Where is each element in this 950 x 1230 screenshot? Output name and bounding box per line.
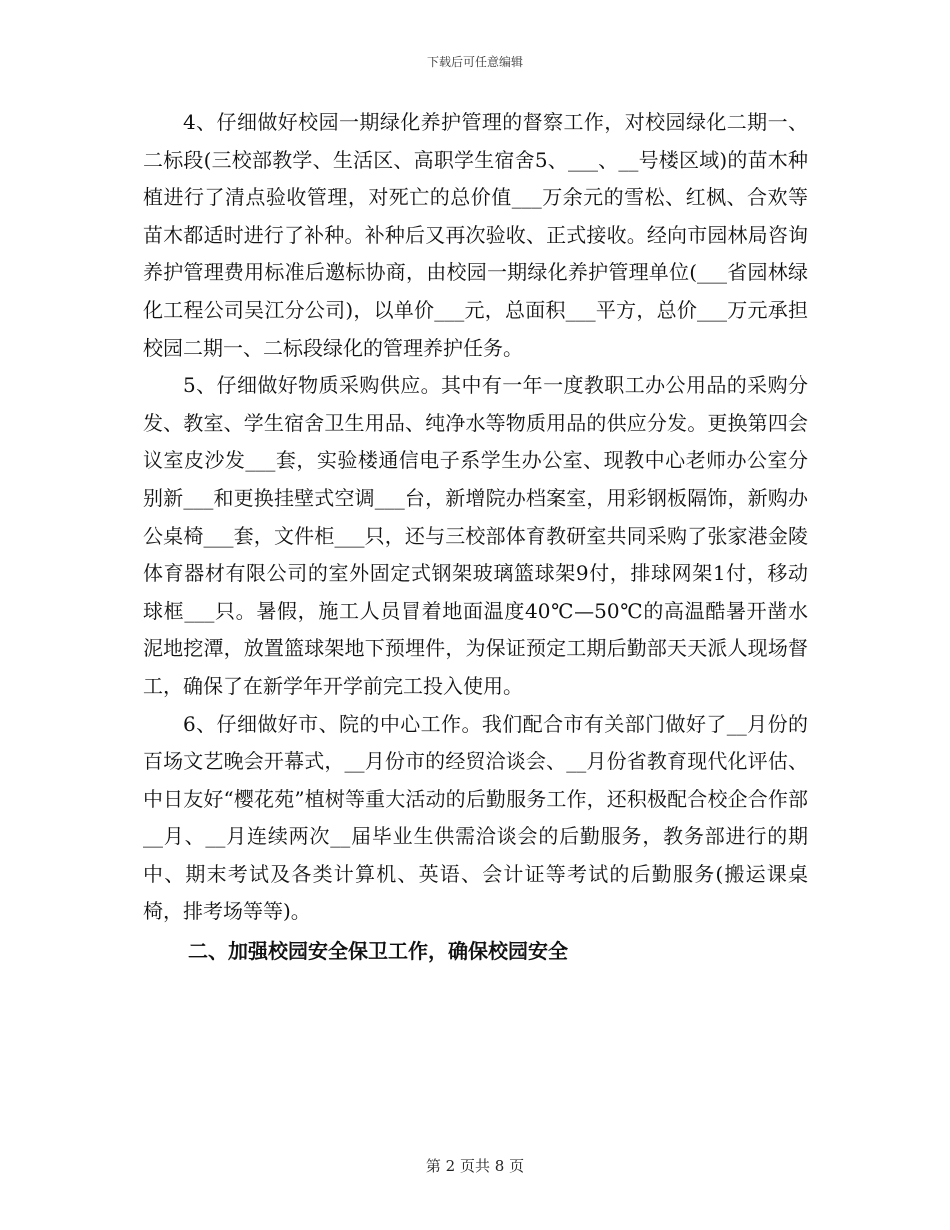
document-body bbox=[143, 104, 808, 971]
paragraph-item-5: 5、仔细做好物质采购供应。其中有一年一度教职工办公用品的采购分发、教室、学生宿舍卫生用品、纯净水等物质用品的供应分发。更换第四会议室皮沙发___套，实验楼通信电子系学生办公室、现教中心老师办公室分别新___和更换挂壁式空调___台，新增院办档案室，用彩钢板隔饰，新购办公桌椅___套，文件柜___只，还与三校部体育教研室共同采购了张家港金陵体育器材有限公司的室外固定式钢架玻璃篮球架9付，排球网架1付，移动球框___只。暑假，施工人员冒着地面温度40℃—50℃的高温酷暑开凿水泥地挖潭，放置篮球架地下预埋件，为保证预定工期后勤部天天派人现场督工，确保了在新学年开学前完工投入使用。 bbox=[143, 373, 808, 698]
page-header: 下载后可任意编辑 bbox=[426, 55, 523, 69]
page-footer: 第 2 页共 8 页 bbox=[425, 1157, 525, 1175]
section-heading: 二、加强校园安全保卫工作，确保校园安全 bbox=[188, 939, 568, 964]
paragraph-item-6: 6、仔细做好市、院的中心工作。我们配合市有关部门做好了__月份的百场文艺晚会开幕式，__月份市的经贸洽谈会、__月份省教育现代化评估、中日友好“樱花苑”植树等重大活动的后勤服务工作，还积极配合校企合作部__月、__月连续两次__届毕业生供需洽谈会的后勤服务，教务部进行的期中、期末考试及各类计算机、英语、会计证等考试的后勤服务(搬运课桌椅，排考场等等)。 bbox=[143, 711, 808, 924]
paragraph-item-4: 4、仔细做好校园一期绿化养护管理的督察工作，对校园绿化二期一、二标段(三校部教学、生活区、高职学生宿舍5、___、__号楼区域)的苗木种植进行了清点验收管理，对死亡的总价值___万余元的雪松、红枫、合欢等苗木都适时进行了补种。补种后又再次验收、正式接收。经向市园林局咨询养护管理费用标准后邀标协商，由校园一期绿化养护管理单位(___省园林绿化工程公司吴江分公司)，以单价___元，总面积___平方，总价___万元承担校园二期一、二标段绿化的管理养护任务。 bbox=[143, 110, 808, 360]
